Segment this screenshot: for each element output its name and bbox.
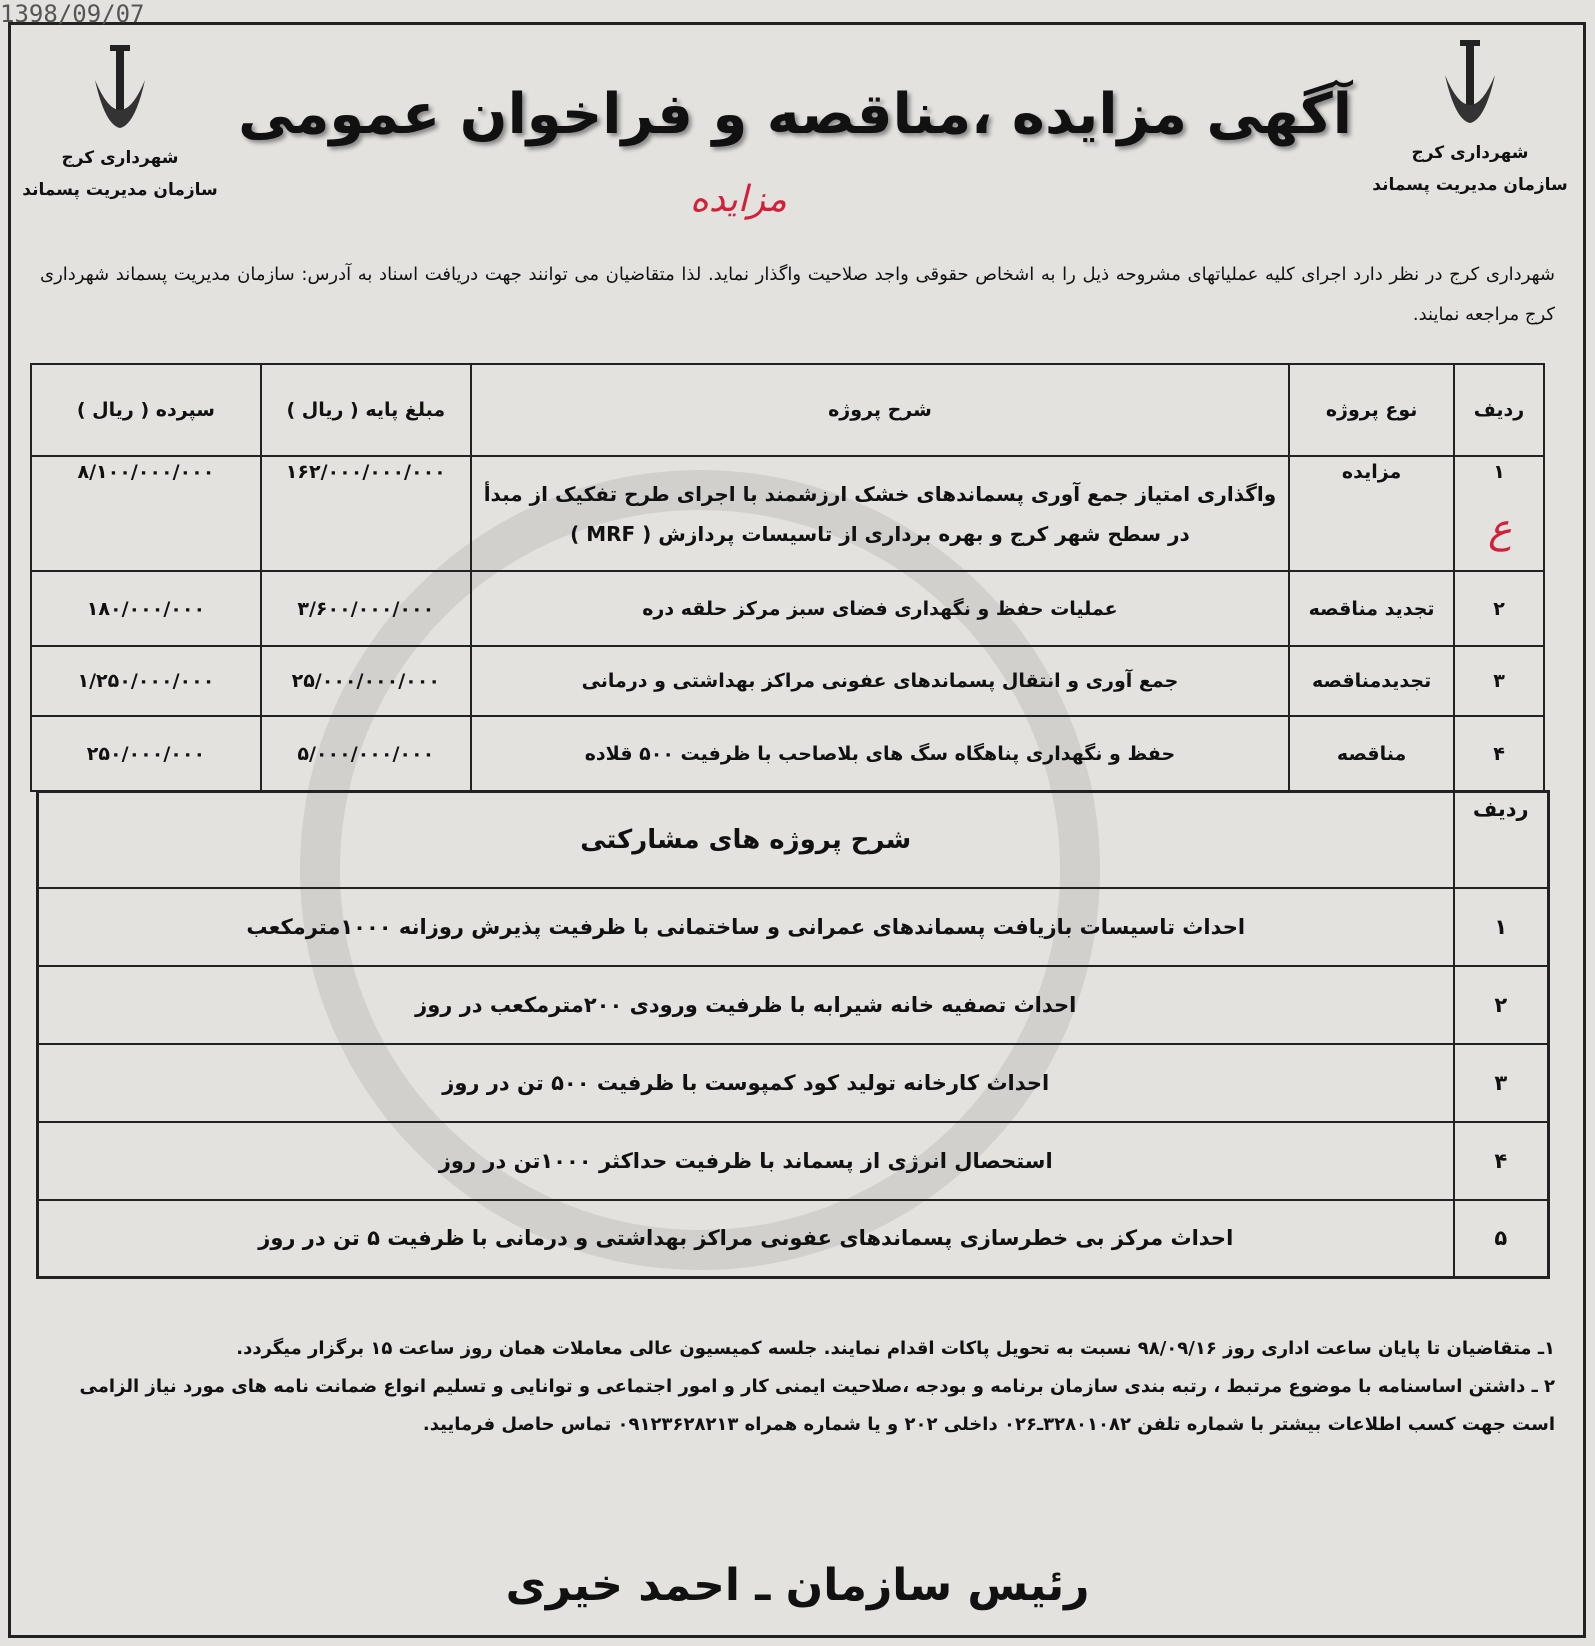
projects-table [30, 363, 1545, 792]
table-row [38, 1122, 1549, 1200]
deposit: ۸/۱۰۰/۰۰۰/۰۰۰ [31, 456, 261, 571]
header-base-price: مبلغ پایه ( ریال ) [261, 364, 471, 456]
table-row [38, 966, 1549, 1044]
deposit: ۱/۲۵۰/۰۰۰/۰۰۰ [31, 646, 261, 716]
project-type: تجدید مناقصه [1289, 571, 1454, 646]
header-project-description: شرح پروژه [471, 364, 1289, 456]
handwritten-note: مزایده [690, 179, 787, 220]
header-deposit: سپرده ( ریال ) [31, 364, 261, 456]
row-number: ۱ [1454, 456, 1544, 571]
project-description: جمع آوری و انتقال پسماندهای عفونی مراکز بهداشتی و درمانی [471, 646, 1289, 716]
row-number: ۱ [1454, 888, 1549, 966]
logo-right [1370, 35, 1570, 195]
header-partnership-description: شرح پروژه های مشارکتی [38, 792, 1454, 888]
table-row [38, 888, 1549, 966]
logo-right-line2: سازمان مدیریت پسماند [1372, 175, 1568, 195]
row-number: ۳ [1454, 1044, 1549, 1122]
partnership-project: احداث کارخانه تولید کود کمپوست با ظرفیت ۵۰۰ تن در روز [38, 1044, 1454, 1122]
partnership-project: استحصال انرژی از پسماند با ظرفیت حداکثر ۱۰۰۰تن در روز [38, 1122, 1454, 1200]
table-row [31, 571, 1544, 646]
handwritten-mark: ع [1488, 506, 1512, 552]
row-number: ۲ [1454, 571, 1544, 646]
table-row [31, 716, 1544, 791]
logo-left [20, 40, 220, 200]
base-price: ۱۶۲/۰۰۰/۰۰۰/۰۰۰ [261, 456, 471, 571]
municipality-emblem-icon [1435, 35, 1505, 135]
stamp-date: 1398/09/07 [0, 0, 145, 28]
header-row-number: ردیف [1454, 792, 1549, 888]
project-description: واگذاری امتیاز جمع آوری پسماندهای خشک ارزشمند با اجرای طرح تفکیک از مبدأ در سطح شهر کرج و بهره برداری از تاسیسات پردازش ( MRF ) [471, 456, 1289, 571]
base-price: ۲۵/۰۰۰/۰۰۰/۰۰۰ [261, 646, 471, 716]
note-requirements-contact: ۲ ـ داشتن اساسنامه با موضوع مرتبط ، رتبه بندی سازمان برنامه و بودجه ،صلاحیت ایمنی کار و امور اجتماعی و توانایی و تسلیم انواع ضمانت نامه های مورد نیاز الزامی است جهت کسب اطلاعات بیشتر با شماره تلفن ۳۲۸۰۱۰۸۲ـ۰۲۶ داخلی ۲۰۲ و یا شماره همراه ۰۹۱۲۳۶۲۸۲۱۳ تماس حاصل فرمایید. [79, 1376, 1555, 1435]
deposit: ۱۸۰/۰۰۰/۰۰۰ [31, 571, 261, 646]
table-header-row [38, 792, 1549, 888]
table-row [38, 1200, 1549, 1278]
logo-left-line1: شهرداری کرج [61, 148, 179, 168]
project-type: مناقصه [1289, 716, 1454, 791]
deposit: ۲۵۰/۰۰۰/۰۰۰ [31, 716, 261, 791]
ad-title: آگهی مزایده ،مناقصه و فراخوان عمومی [238, 82, 1352, 147]
logo-right-line1: شهرداری کرج [1411, 143, 1529, 163]
partnership-project: احداث تصفیه خانه شیرابه با ظرفیت ورودی ۲۰۰مترمکعب در روز [38, 966, 1454, 1044]
note-deadline: ۱ـ متقاضیان تا پایان ساعت اداری روز ۹۸/۰۹/۱۶ نسبت به تحویل پاکات اقدام نمایند. جلسه کمیسیون عالی معاملات همان روز ساعت ۱۵ برگزار میگردد. [236, 1338, 1555, 1359]
table-header-row [31, 364, 1544, 456]
project-type: مزایده [1289, 456, 1454, 571]
row-number: ۴ [1454, 1122, 1549, 1200]
intro-paragraph: شهرداری کرج در نظر دارد اجرای کلیه عملیاتهای مشروحه ذیل را به اشخاص حقوقی واجد صلاحیت واگذار نماید. لذا متقاضیان می توانند جهت دریافت اسناد به آدرس: سازمان مدیریت پسماند شهرداری کرج مراجعه نمایند. [40, 264, 1555, 325]
project-description: حفظ و نگهداری پناهگاه سگ های بلاصاحب با ظرفیت ۵۰۰ قلاده [471, 716, 1289, 791]
header-project-type: نوع پروژه [1289, 364, 1454, 456]
table-row [31, 646, 1544, 716]
row-number: ۲ [1454, 966, 1549, 1044]
signature: رئیس سازمان ـ احمد خیری [505, 1560, 1090, 1611]
notes [40, 1330, 1555, 1444]
project-description: عملیات حفظ و نگهداری فضای سبز مرکز حلقه دره [471, 571, 1289, 646]
base-price: ۳/۶۰۰/۰۰۰/۰۰۰ [261, 571, 471, 646]
row-number: ۳ [1454, 646, 1544, 716]
partnership-project: احداث تاسیسات بازیافت پسماندهای عمرانی و ساختمانی با ظرفیت پذیرش روزانه ۱۰۰۰مترمکعب [38, 888, 1454, 966]
table-row [38, 1044, 1549, 1122]
project-type: تجدیدمناقصه [1289, 646, 1454, 716]
partnership-project: احداث مرکز بی خطرسازی پسماندهای عفونی مراکز بهداشتی و درمانی با ظرفیت ۵ تن در روز [38, 1200, 1454, 1278]
header-row-number: ردیف [1454, 364, 1544, 456]
row-number: ۴ [1454, 716, 1544, 791]
base-price: ۵/۰۰۰/۰۰۰/۰۰۰ [261, 716, 471, 791]
municipality-emblem-icon [85, 40, 155, 140]
table-row [31, 456, 1544, 571]
partnership-projects-table [36, 790, 1550, 1279]
logo-left-line2: سازمان مدیریت پسماند [22, 180, 218, 200]
row-number: ۵ [1454, 1200, 1549, 1278]
